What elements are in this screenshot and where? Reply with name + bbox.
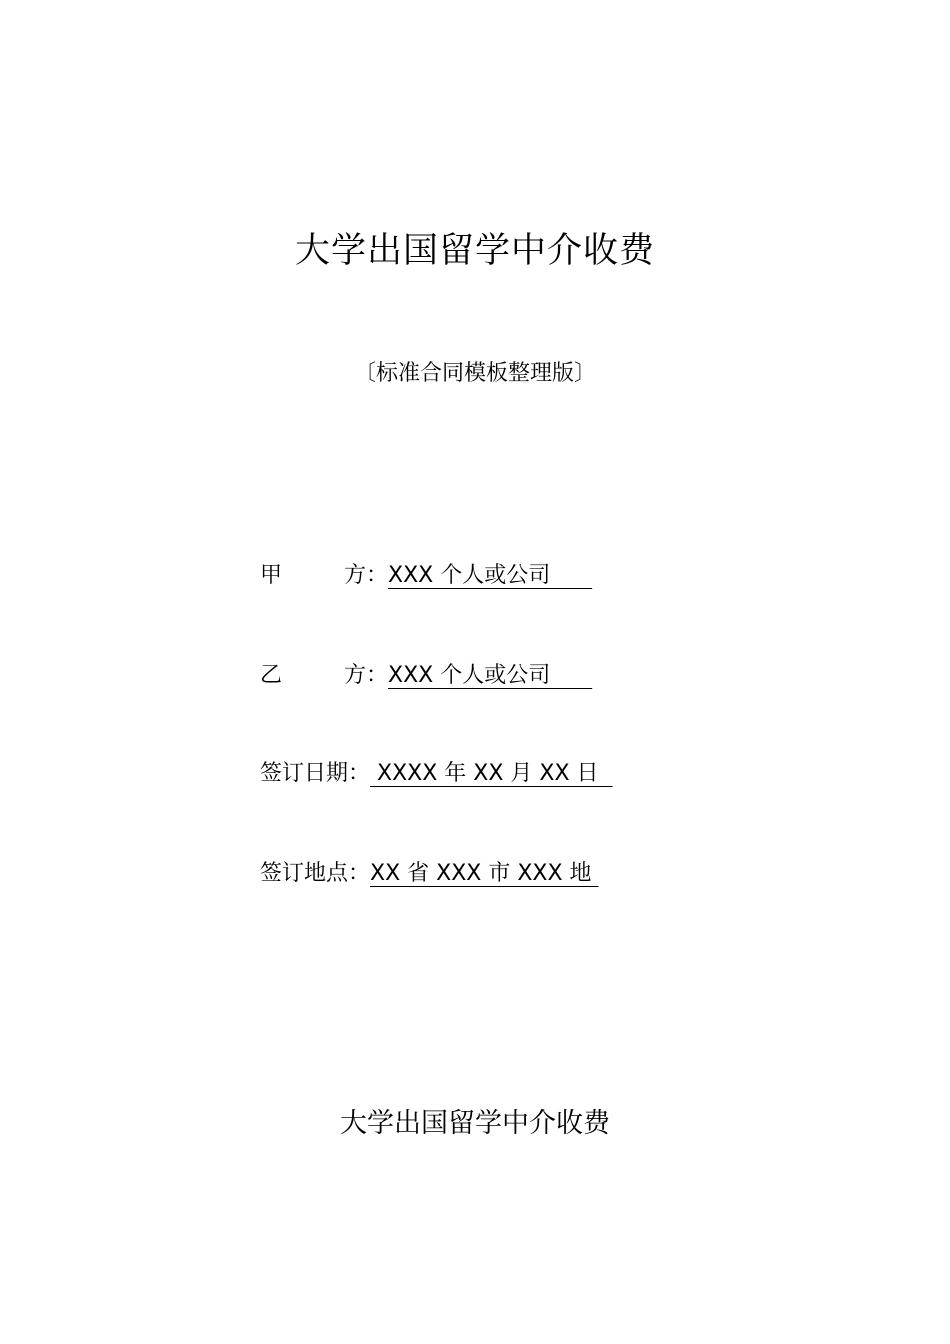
party-b-label (260, 659, 388, 693)
sign-place-label: 签订地点： (260, 861, 371, 886)
document-title: 大学出国留学中介收费 (294, 231, 655, 271)
sign-date-value: XXXX 年 XX 月 XX 日 (370, 761, 613, 786)
party-b-value: XXX 个人或公司 (388, 663, 593, 688)
sign-place-row (260, 857, 599, 891)
sign-date-label: 签订日期： (260, 761, 371, 786)
party-a-label-left: 甲 (260, 563, 283, 588)
sign-date-row (260, 757, 618, 791)
party-b-label-right: 方： (343, 663, 388, 688)
footer-title: 大学出国留学中介收费 (340, 1108, 610, 1139)
party-a-label-right: 方： (343, 563, 388, 588)
sign-place-value: XX 省 XXX 市 XXX 地 (370, 861, 599, 886)
document-subtitle: 〔标准合同模板整理版〕 (353, 361, 596, 386)
party-b-row (260, 659, 616, 693)
party-a-row (260, 559, 616, 593)
party-a-label (260, 559, 388, 593)
party-b-label-left: 乙 (260, 663, 283, 688)
party-a-value: XXX 个人或公司 (388, 563, 593, 588)
